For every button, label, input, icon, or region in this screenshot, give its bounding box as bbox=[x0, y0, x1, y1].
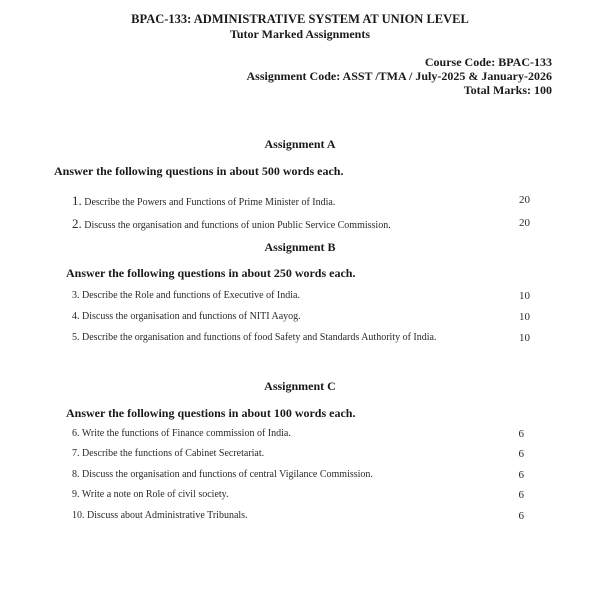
question-text: Discuss the organisation and functions of union Public Service Commission. bbox=[84, 220, 391, 231]
question-item bbox=[72, 311, 301, 322]
section-heading-a: Assignment A bbox=[264, 137, 336, 151]
document-subtitle: Tutor Marked Assignments bbox=[229, 27, 371, 41]
section-instruction-a: Answer the following questions in about 500 words each. bbox=[54, 164, 344, 178]
question-number: 7. bbox=[72, 448, 80, 459]
question-marks: 6 bbox=[518, 469, 524, 481]
course-code: Course Code: BPAC-133 bbox=[424, 55, 552, 69]
question-marks: 6 bbox=[518, 489, 524, 501]
assignment-code: Assignment Code: ASST /TMA / July-2025 & January-2026 bbox=[246, 69, 552, 83]
question-number: 5. bbox=[72, 332, 80, 343]
section-instruction-b: Answer the following questions in about 250 words each. bbox=[66, 266, 356, 280]
question-marks: 6 bbox=[518, 510, 524, 522]
question-item bbox=[72, 448, 264, 459]
total-marks: Total Marks: 100 bbox=[463, 83, 552, 97]
question-number: 10. bbox=[72, 510, 85, 521]
section-heading-c: Assignment C bbox=[264, 379, 336, 393]
question-number: 2. bbox=[72, 216, 82, 231]
question-text: Discuss the organisation and functions of central Vigilance Commission. bbox=[82, 469, 373, 480]
question-marks: 10 bbox=[519, 311, 530, 323]
section-instruction-c: Answer the following questions in about 100 words each. bbox=[66, 406, 356, 420]
question-text: Discuss about Administrative Tribunals. bbox=[87, 510, 248, 521]
question-text: Describe the Role and functions of Executive of India. bbox=[82, 290, 300, 301]
question-marks: 6 bbox=[518, 428, 524, 440]
question-number: 3. bbox=[72, 290, 80, 301]
question-marks: 6 bbox=[518, 448, 524, 460]
question-item bbox=[72, 489, 229, 500]
question-text: Describe the Powers and Functions of Prime Minister of India. bbox=[84, 197, 336, 208]
question-text: Describe the organisation and functions of food Safety and Standards Authority of India. bbox=[82, 332, 437, 343]
question-number: 8. bbox=[72, 469, 80, 480]
question-number: 6. bbox=[72, 428, 80, 439]
section-heading-b: Assignment B bbox=[264, 240, 336, 254]
question-number: 1. bbox=[72, 193, 82, 208]
question-item bbox=[72, 332, 436, 343]
question-item bbox=[72, 510, 248, 521]
question-item bbox=[72, 193, 335, 209]
question-item bbox=[72, 428, 291, 439]
question-text: Write the functions of Finance commission of India. bbox=[81, 428, 291, 439]
question-item bbox=[72, 469, 373, 480]
question-text: Describe the functions of Cabinet Secretariat. bbox=[82, 448, 265, 459]
question-marks: 20 bbox=[519, 217, 530, 229]
question-marks: 20 bbox=[519, 194, 530, 206]
question-marks: 10 bbox=[519, 332, 530, 344]
question-text: Write a note on Role of civil society. bbox=[81, 489, 229, 500]
question-marks: 10 bbox=[519, 290, 530, 302]
question-number: 9. bbox=[72, 489, 80, 500]
question-item bbox=[72, 216, 391, 232]
document-title: BPAC-133: ADMINISTRATIVE SYSTEM AT UNION LEVEL bbox=[131, 12, 469, 26]
question-text: Discuss the organisation and functions of NITI Aayog. bbox=[82, 311, 301, 322]
question-number: 4. bbox=[72, 311, 80, 322]
question-item bbox=[72, 290, 300, 301]
